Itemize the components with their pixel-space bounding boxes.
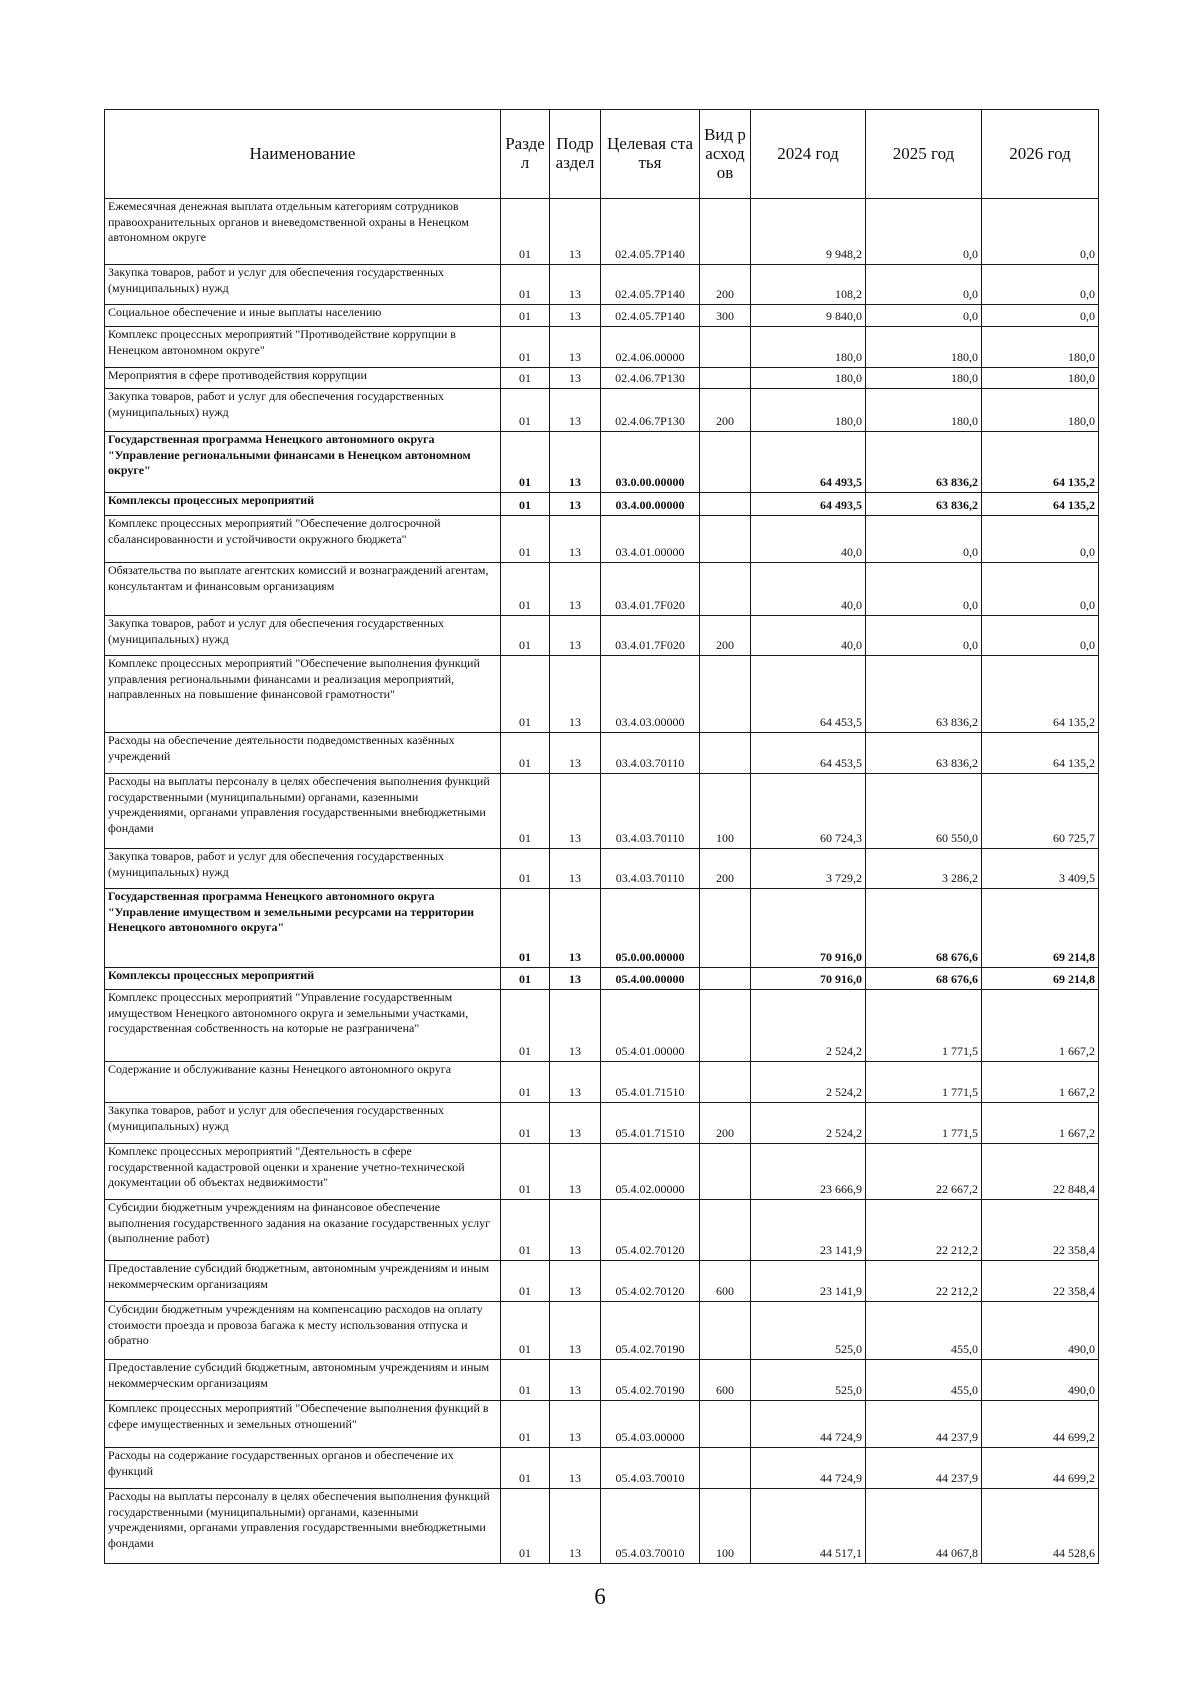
cell-year-2025: 63 836,2 bbox=[866, 493, 982, 516]
cell-vid-rashodov: 600 bbox=[700, 1360, 751, 1401]
cell-name bbox=[105, 1302, 501, 1360]
cell-razdel: 01 bbox=[501, 1448, 550, 1489]
row-name-text: Мероприятия в сфере противодействия коррупции bbox=[108, 368, 367, 382]
cell-celevaya-statya: 03.4.03.70110 bbox=[601, 774, 700, 849]
cell-podrazdel: 13 bbox=[550, 563, 601, 616]
cell-year-2025: 22 212,2 bbox=[866, 1261, 982, 1302]
cell-year-2026: 69 214,8 bbox=[982, 968, 1099, 990]
cell-year-2024: 40,0 bbox=[751, 563, 866, 616]
cell-year-2024: 23 141,9 bbox=[751, 1200, 866, 1261]
cell-year-2026: 69 214,8 bbox=[982, 889, 1099, 968]
cell-celevaya-statya: 05.4.01.71510 bbox=[601, 1103, 700, 1144]
cell-podrazdel: 13 bbox=[550, 1360, 601, 1401]
cell-vid-rashodov bbox=[700, 990, 751, 1062]
cell-name bbox=[105, 990, 501, 1062]
row-name-text: Содержание и обслуживание казны Ненецкого автономного округа bbox=[108, 1062, 452, 1076]
cell-year-2026: 180,0 bbox=[982, 327, 1099, 368]
page-number: 6 bbox=[594, 1584, 606, 1609]
cell-podrazdel: 13 bbox=[550, 889, 601, 968]
cell-podrazdel: 13 bbox=[550, 733, 601, 774]
cell-vid-rashodov: 200 bbox=[700, 265, 751, 305]
cell-razdel: 01 bbox=[501, 656, 550, 733]
budget-table bbox=[104, 109, 1099, 1564]
cell-podrazdel: 13 bbox=[550, 265, 601, 305]
cell-year-2024: 40,0 bbox=[751, 616, 866, 656]
cell-year-2024: 23 141,9 bbox=[751, 1261, 866, 1302]
cell-razdel: 01 bbox=[501, 1261, 550, 1302]
cell-year-2026: 44 699,2 bbox=[982, 1448, 1099, 1489]
header-razdel: Раздел bbox=[501, 110, 550, 199]
cell-year-2026: 0,0 bbox=[982, 199, 1099, 265]
cell-year-2024: 60 724,3 bbox=[751, 774, 866, 849]
cell-year-2024: 2 524,2 bbox=[751, 1103, 866, 1144]
cell-celevaya-statya: 05.4.02.70190 bbox=[601, 1302, 700, 1360]
row-name-text: Комплекс процессных мероприятий "Управление государственным имуществом Ненецкого автономного округа и земельными участками, государственная собственность на которые не разграничена" bbox=[108, 990, 469, 1035]
cell-name bbox=[105, 1360, 501, 1401]
table-row bbox=[105, 968, 1099, 990]
cell-name bbox=[105, 199, 501, 265]
cell-celevaya-statya: 03.4.00.00000 bbox=[601, 493, 700, 516]
cell-name bbox=[105, 563, 501, 616]
cell-razdel: 01 bbox=[501, 968, 550, 990]
header-celevaya-statya: Целевая статья bbox=[601, 110, 700, 199]
row-name-text: Субсидии бюджетным учреждениям на компенсацию расходов на оплату стоимости проезда и провоза багажа к месту использования отпуска и обратно bbox=[108, 1302, 483, 1347]
cell-vid-rashodov bbox=[700, 733, 751, 774]
cell-podrazdel: 13 bbox=[550, 305, 601, 327]
cell-celevaya-statya: 02.4.05.7P140 bbox=[601, 305, 700, 327]
cell-year-2025: 63 836,2 bbox=[866, 733, 982, 774]
cell-year-2025: 0,0 bbox=[866, 199, 982, 265]
cell-razdel: 01 bbox=[501, 1144, 550, 1200]
cell-year-2026: 0,0 bbox=[982, 265, 1099, 305]
cell-year-2024: 3 729,2 bbox=[751, 849, 866, 889]
cell-year-2025: 68 676,6 bbox=[866, 889, 982, 968]
row-name-text: Закупка товаров, работ и услуг для обеспечения государственных (муниципальных) нужд bbox=[108, 616, 445, 646]
cell-podrazdel: 13 bbox=[550, 389, 601, 432]
row-name-text: Закупка товаров, работ и услуг для обеспечения государственных (муниципальных) нужд bbox=[108, 1103, 445, 1133]
cell-razdel: 01 bbox=[501, 1401, 550, 1448]
cell-razdel: 01 bbox=[501, 389, 550, 432]
cell-year-2026: 64 135,2 bbox=[982, 733, 1099, 774]
cell-name bbox=[105, 968, 501, 990]
cell-celevaya-statya: 02.4.05.7P140 bbox=[601, 265, 700, 305]
cell-name bbox=[105, 1144, 501, 1200]
cell-razdel: 01 bbox=[501, 1062, 550, 1103]
cell-celevaya-statya: 05.4.02.70120 bbox=[601, 1200, 700, 1261]
cell-name bbox=[105, 616, 501, 656]
table-row bbox=[105, 889, 1099, 968]
table-header-row bbox=[105, 110, 1099, 199]
cell-razdel: 01 bbox=[501, 516, 550, 563]
cell-razdel: 01 bbox=[501, 774, 550, 849]
cell-year-2026: 64 135,2 bbox=[982, 493, 1099, 516]
cell-podrazdel: 13 bbox=[550, 199, 601, 265]
cell-podrazdel: 13 bbox=[550, 849, 601, 889]
cell-year-2026: 1 667,2 bbox=[982, 990, 1099, 1062]
row-name-text: Комплекс процессных мероприятий "Обеспечение долгосрочной сбалансированности и устойчивости окружного бюджета" bbox=[108, 516, 441, 546]
cell-razdel: 01 bbox=[501, 1302, 550, 1360]
cell-year-2025: 63 836,2 bbox=[866, 432, 982, 493]
cell-name bbox=[105, 516, 501, 563]
cell-year-2026: 60 725,7 bbox=[982, 774, 1099, 849]
cell-name bbox=[105, 1489, 501, 1564]
cell-name bbox=[105, 849, 501, 889]
row-name-text: Ежемесячная денежная выплата отдельным категориям сотрудников правоохранительных органов и вневедомственной охраны в Ненецком автономном округе bbox=[108, 199, 469, 244]
cell-razdel: 01 bbox=[501, 493, 550, 516]
row-name-text: Комплекс процессных мероприятий "Деятельность в сфере государственной кадастровой оценки и хранение учетно-технической документации об объектах недвижимости" bbox=[108, 1144, 465, 1189]
cell-name bbox=[105, 432, 501, 493]
cell-razdel: 01 bbox=[501, 1489, 550, 1564]
cell-podrazdel: 13 bbox=[550, 1401, 601, 1448]
cell-celevaya-statya: 03.4.01.7F020 bbox=[601, 616, 700, 656]
cell-razdel: 01 bbox=[501, 616, 550, 656]
table-row bbox=[105, 1200, 1099, 1261]
header-name: Наименование bbox=[105, 110, 501, 199]
table-row bbox=[105, 563, 1099, 616]
cell-year-2026: 0,0 bbox=[982, 305, 1099, 327]
cell-name bbox=[105, 265, 501, 305]
cell-vid-rashodov bbox=[700, 493, 751, 516]
cell-year-2024: 44 724,9 bbox=[751, 1448, 866, 1489]
cell-year-2024: 108,2 bbox=[751, 265, 866, 305]
cell-name bbox=[105, 733, 501, 774]
cell-podrazdel: 13 bbox=[550, 1261, 601, 1302]
cell-year-2026: 490,0 bbox=[982, 1302, 1099, 1360]
cell-year-2026: 0,0 bbox=[982, 616, 1099, 656]
table-row bbox=[105, 733, 1099, 774]
cell-year-2026: 44 699,2 bbox=[982, 1401, 1099, 1448]
cell-razdel: 01 bbox=[501, 889, 550, 968]
cell-year-2024: 180,0 bbox=[751, 389, 866, 432]
row-name-text: Закупка товаров, работ и услуг для обеспечения государственных (муниципальных) нужд bbox=[108, 265, 445, 295]
header-vid-rashodov: Вид расходов bbox=[700, 110, 751, 199]
cell-name bbox=[105, 305, 501, 327]
cell-year-2024: 64 493,5 bbox=[751, 493, 866, 516]
cell-year-2024: 70 916,0 bbox=[751, 889, 866, 968]
cell-podrazdel: 13 bbox=[550, 656, 601, 733]
cell-name bbox=[105, 327, 501, 368]
cell-year-2025: 455,0 bbox=[866, 1302, 982, 1360]
cell-year-2026: 22 358,4 bbox=[982, 1261, 1099, 1302]
cell-vid-rashodov bbox=[700, 1144, 751, 1200]
cell-vid-rashodov bbox=[700, 1062, 751, 1103]
cell-year-2025: 1 771,5 bbox=[866, 990, 982, 1062]
cell-podrazdel: 13 bbox=[550, 1448, 601, 1489]
cell-celevaya-statya: 05.4.02.70190 bbox=[601, 1360, 700, 1401]
cell-celevaya-statya: 03.4.03.70110 bbox=[601, 849, 700, 889]
cell-podrazdel: 13 bbox=[550, 1200, 601, 1261]
cell-vid-rashodov bbox=[700, 889, 751, 968]
table-row bbox=[105, 493, 1099, 516]
cell-razdel: 01 bbox=[501, 432, 550, 493]
cell-year-2026: 64 135,2 bbox=[982, 656, 1099, 733]
cell-year-2025: 0,0 bbox=[866, 516, 982, 563]
cell-vid-rashodov bbox=[700, 656, 751, 733]
row-name-text: Обязательства по выплате агентских комиссий и вознаграждений агентам, консультантам и финансовым организациям bbox=[108, 563, 489, 593]
cell-celevaya-statya: 03.4.01.00000 bbox=[601, 516, 700, 563]
cell-podrazdel: 13 bbox=[550, 968, 601, 990]
cell-podrazdel: 13 bbox=[550, 368, 601, 389]
cell-year-2026: 0,0 bbox=[982, 516, 1099, 563]
table-row bbox=[105, 1360, 1099, 1401]
cell-year-2025: 3 286,2 bbox=[866, 849, 982, 889]
row-name-text: Комплексы процессных мероприятий bbox=[108, 968, 315, 982]
cell-name bbox=[105, 493, 501, 516]
table-row bbox=[105, 1144, 1099, 1200]
cell-year-2026: 1 667,2 bbox=[982, 1062, 1099, 1103]
cell-celevaya-statya: 05.4.01.71510 bbox=[601, 1062, 700, 1103]
cell-year-2025: 44 237,9 bbox=[866, 1401, 982, 1448]
cell-year-2025: 22 212,2 bbox=[866, 1200, 982, 1261]
cell-celevaya-statya: 05.0.00.00000 bbox=[601, 889, 700, 968]
row-name-text: Расходы на выплаты персоналу в целях обеспечения выполнения функций государственными (муниципальными) органами, казенными учреждениями, органами управления государственными внебюджетными фондами bbox=[108, 774, 490, 835]
cell-podrazdel: 13 bbox=[550, 616, 601, 656]
table-row bbox=[105, 1062, 1099, 1103]
cell-vid-rashodov: 200 bbox=[700, 389, 751, 432]
cell-razdel: 01 bbox=[501, 265, 550, 305]
cell-podrazdel: 13 bbox=[550, 990, 601, 1062]
cell-year-2025: 180,0 bbox=[866, 327, 982, 368]
cell-year-2025: 68 676,6 bbox=[866, 968, 982, 990]
cell-vid-rashodov bbox=[700, 1302, 751, 1360]
cell-podrazdel: 13 bbox=[550, 432, 601, 493]
cell-celevaya-statya: 05.4.03.70010 bbox=[601, 1489, 700, 1564]
row-name-text: Расходы на выплаты персоналу в целях обеспечения выполнения функций государственными (муниципальными) органами, казенными учреждениями, органами управления государственными внебюджетными фондами bbox=[108, 1489, 490, 1550]
cell-year-2026: 22 358,4 bbox=[982, 1200, 1099, 1261]
cell-year-2024: 70 916,0 bbox=[751, 968, 866, 990]
cell-vid-rashodov: 300 bbox=[700, 305, 751, 327]
table-row bbox=[105, 327, 1099, 368]
table-row bbox=[105, 368, 1099, 389]
cell-podrazdel: 13 bbox=[550, 516, 601, 563]
table-row bbox=[105, 774, 1099, 849]
cell-celevaya-statya: 03.0.00.00000 bbox=[601, 432, 700, 493]
cell-name bbox=[105, 1401, 501, 1448]
cell-year-2025: 22 667,2 bbox=[866, 1144, 982, 1200]
cell-year-2024: 64 453,5 bbox=[751, 733, 866, 774]
cell-podrazdel: 13 bbox=[550, 327, 601, 368]
cell-celevaya-statya: 02.4.06.7P130 bbox=[601, 389, 700, 432]
cell-name bbox=[105, 389, 501, 432]
cell-vid-rashodov bbox=[700, 199, 751, 265]
cell-name bbox=[105, 774, 501, 849]
cell-celevaya-statya: 05.4.02.70120 bbox=[601, 1261, 700, 1302]
cell-year-2025: 0,0 bbox=[866, 305, 982, 327]
cell-vid-rashodov bbox=[700, 1401, 751, 1448]
cell-year-2024: 2 524,2 bbox=[751, 1062, 866, 1103]
table-row bbox=[105, 1261, 1099, 1302]
cell-year-2026: 22 848,4 bbox=[982, 1144, 1099, 1200]
cell-year-2025: 44 237,9 bbox=[866, 1448, 982, 1489]
row-name-text: Социальное обеспечение и иные выплаты населению bbox=[108, 305, 382, 319]
cell-year-2026: 0,0 bbox=[982, 563, 1099, 616]
table-row bbox=[105, 305, 1099, 327]
cell-vid-rashodov bbox=[700, 432, 751, 493]
cell-celevaya-statya: 05.4.03.00000 bbox=[601, 1401, 700, 1448]
cell-year-2024: 2 524,2 bbox=[751, 990, 866, 1062]
cell-year-2024: 23 666,9 bbox=[751, 1144, 866, 1200]
cell-razdel: 01 bbox=[501, 563, 550, 616]
cell-year-2025: 60 550,0 bbox=[866, 774, 982, 849]
cell-razdel: 01 bbox=[501, 990, 550, 1062]
cell-celevaya-statya: 05.4.00.00000 bbox=[601, 968, 700, 990]
cell-razdel: 01 bbox=[501, 849, 550, 889]
cell-name bbox=[105, 368, 501, 389]
row-name-text: Комплекс процессных мероприятий "Обеспечение выполнения функций управления региональными финансами и реализация мероприятий, направленных на повышение финансовой грамотности" bbox=[108, 656, 480, 701]
table-row bbox=[105, 1401, 1099, 1448]
cell-vid-rashodov: 200 bbox=[700, 616, 751, 656]
table-row bbox=[105, 1302, 1099, 1360]
cell-vid-rashodov bbox=[700, 368, 751, 389]
cell-vid-rashodov: 200 bbox=[700, 849, 751, 889]
cell-celevaya-statya: 03.4.03.00000 bbox=[601, 656, 700, 733]
cell-name bbox=[105, 656, 501, 733]
cell-year-2025: 1 771,5 bbox=[866, 1103, 982, 1144]
budget-table-container bbox=[104, 109, 1098, 1564]
cell-vid-rashodov bbox=[700, 968, 751, 990]
cell-year-2026: 180,0 bbox=[982, 389, 1099, 432]
row-name-text: Закупка товаров, работ и услуг для обеспечения государственных (муниципальных) нужд bbox=[108, 849, 445, 879]
cell-name bbox=[105, 1261, 501, 1302]
cell-podrazdel: 13 bbox=[550, 1144, 601, 1200]
header-year-2024: 2024 год bbox=[751, 110, 866, 199]
table-body bbox=[105, 199, 1099, 1564]
cell-year-2026: 3 409,5 bbox=[982, 849, 1099, 889]
cell-celevaya-statya: 05.4.02.00000 bbox=[601, 1144, 700, 1200]
cell-celevaya-statya: 05.4.03.70010 bbox=[601, 1448, 700, 1489]
cell-razdel: 01 bbox=[501, 305, 550, 327]
cell-name bbox=[105, 889, 501, 968]
table-row bbox=[105, 616, 1099, 656]
cell-name bbox=[105, 1200, 501, 1261]
cell-year-2026: 1 667,2 bbox=[982, 1103, 1099, 1144]
cell-name bbox=[105, 1062, 501, 1103]
cell-vid-rashodov bbox=[700, 563, 751, 616]
row-name-text: Государственная программа Ненецкого автономного округа "Управление имуществом и земельными ресурсами на территории Ненецкого автономного округа" bbox=[108, 889, 475, 934]
cell-podrazdel: 13 bbox=[550, 1062, 601, 1103]
cell-year-2024: 180,0 bbox=[751, 368, 866, 389]
cell-year-2024: 525,0 bbox=[751, 1302, 866, 1360]
table-row bbox=[105, 432, 1099, 493]
cell-year-2025: 0,0 bbox=[866, 265, 982, 305]
cell-year-2025: 0,0 bbox=[866, 563, 982, 616]
cell-year-2025: 1 771,5 bbox=[866, 1062, 982, 1103]
cell-vid-rashodov bbox=[700, 1448, 751, 1489]
cell-year-2024: 9 948,2 bbox=[751, 199, 866, 265]
cell-vid-rashodov: 600 bbox=[700, 1261, 751, 1302]
cell-year-2026: 44 528,6 bbox=[982, 1489, 1099, 1564]
table-row bbox=[105, 1103, 1099, 1144]
table-row bbox=[105, 990, 1099, 1062]
cell-razdel: 01 bbox=[501, 1103, 550, 1144]
table-row bbox=[105, 849, 1099, 889]
table-row bbox=[105, 516, 1099, 563]
cell-year-2025: 0,0 bbox=[866, 616, 982, 656]
cell-vid-rashodov bbox=[700, 516, 751, 563]
row-name-text: Предоставление субсидий бюджетным, автономным учреждениям и иным некоммерческим организациям bbox=[108, 1360, 490, 1390]
table-row bbox=[105, 265, 1099, 305]
cell-year-2026: 180,0 bbox=[982, 368, 1099, 389]
cell-vid-rashodov: 100 bbox=[700, 1489, 751, 1564]
row-name-text: Комплексы процессных мероприятий bbox=[108, 493, 315, 507]
cell-celevaya-statya: 03.4.03.70110 bbox=[601, 733, 700, 774]
cell-year-2025: 180,0 bbox=[866, 389, 982, 432]
cell-year-2024: 40,0 bbox=[751, 516, 866, 563]
cell-podrazdel: 13 bbox=[550, 1489, 601, 1564]
row-name-text: Комплекс процессных мероприятий "Обеспечение выполнения функций в сфере имущественных и земельных отношений" bbox=[108, 1401, 489, 1431]
cell-name bbox=[105, 1448, 501, 1489]
cell-vid-rashodov: 200 bbox=[700, 1103, 751, 1144]
cell-celevaya-statya: 05.4.01.00000 bbox=[601, 990, 700, 1062]
cell-vid-rashodov: 100 bbox=[700, 774, 751, 849]
table-row bbox=[105, 389, 1099, 432]
row-name-text: Расходы на содержание государственных органов и обеспечение их функций bbox=[108, 1448, 454, 1478]
row-name-text: Комплекс процессных мероприятий "Противодействие коррупции в Ненецком автономном округе" bbox=[108, 327, 456, 357]
cell-razdel: 01 bbox=[501, 733, 550, 774]
table-row bbox=[105, 1489, 1099, 1564]
cell-year-2025: 455,0 bbox=[866, 1360, 982, 1401]
table-row bbox=[105, 199, 1099, 265]
cell-vid-rashodov bbox=[700, 327, 751, 368]
cell-year-2025: 180,0 bbox=[866, 368, 982, 389]
row-name-text: Предоставление субсидий бюджетным, автономным учреждениям и иным некоммерческим организациям bbox=[108, 1261, 490, 1291]
header-podrazdel: Подраздел bbox=[550, 110, 601, 199]
cell-celevaya-statya: 02.4.05.7P140 bbox=[601, 199, 700, 265]
table-row bbox=[105, 656, 1099, 733]
row-name-text: Расходы на обеспечение деятельности подведомственных казённых учреждений bbox=[108, 733, 455, 763]
cell-podrazdel: 13 bbox=[550, 493, 601, 516]
cell-razdel: 01 bbox=[501, 1360, 550, 1401]
table-row bbox=[105, 1448, 1099, 1489]
cell-razdel: 01 bbox=[501, 199, 550, 265]
cell-year-2025: 44 067,8 bbox=[866, 1489, 982, 1564]
row-name-text: Закупка товаров, работ и услуг для обеспечения государственных (муниципальных) нужд bbox=[108, 389, 445, 419]
cell-razdel: 01 bbox=[501, 327, 550, 368]
cell-year-2024: 64 493,5 bbox=[751, 432, 866, 493]
cell-year-2024: 64 453,5 bbox=[751, 656, 866, 733]
cell-year-2026: 490,0 bbox=[982, 1360, 1099, 1401]
cell-razdel: 01 bbox=[501, 368, 550, 389]
row-name-text: Государственная программа Ненецкого автономного округа "Управление региональными финансами в Ненецком автономном округе" bbox=[108, 432, 471, 477]
cell-year-2024: 525,0 bbox=[751, 1360, 866, 1401]
cell-celevaya-statya: 02.4.06.7P130 bbox=[601, 368, 700, 389]
header-year-2025: 2025 год bbox=[866, 110, 982, 199]
cell-year-2024: 44 517,1 bbox=[751, 1489, 866, 1564]
cell-year-2025: 63 836,2 bbox=[866, 656, 982, 733]
cell-celevaya-statya: 02.4.06.00000 bbox=[601, 327, 700, 368]
cell-year-2026: 64 135,2 bbox=[982, 432, 1099, 493]
cell-year-2024: 9 840,0 bbox=[751, 305, 866, 327]
cell-podrazdel: 13 bbox=[550, 1103, 601, 1144]
cell-podrazdel: 13 bbox=[550, 1302, 601, 1360]
cell-vid-rashodov bbox=[700, 1200, 751, 1261]
header-year-2026: 2026 год bbox=[982, 110, 1099, 199]
cell-year-2024: 44 724,9 bbox=[751, 1401, 866, 1448]
cell-celevaya-statya: 03.4.01.7F020 bbox=[601, 563, 700, 616]
cell-podrazdel: 13 bbox=[550, 774, 601, 849]
cell-name bbox=[105, 1103, 501, 1144]
row-name-text: Субсидии бюджетным учреждениям на финансовое обеспечение выполнения государственного задания на оказание государственных услуг (выполнение работ) bbox=[108, 1200, 491, 1245]
cell-year-2024: 180,0 bbox=[751, 327, 866, 368]
cell-razdel: 01 bbox=[501, 1200, 550, 1261]
